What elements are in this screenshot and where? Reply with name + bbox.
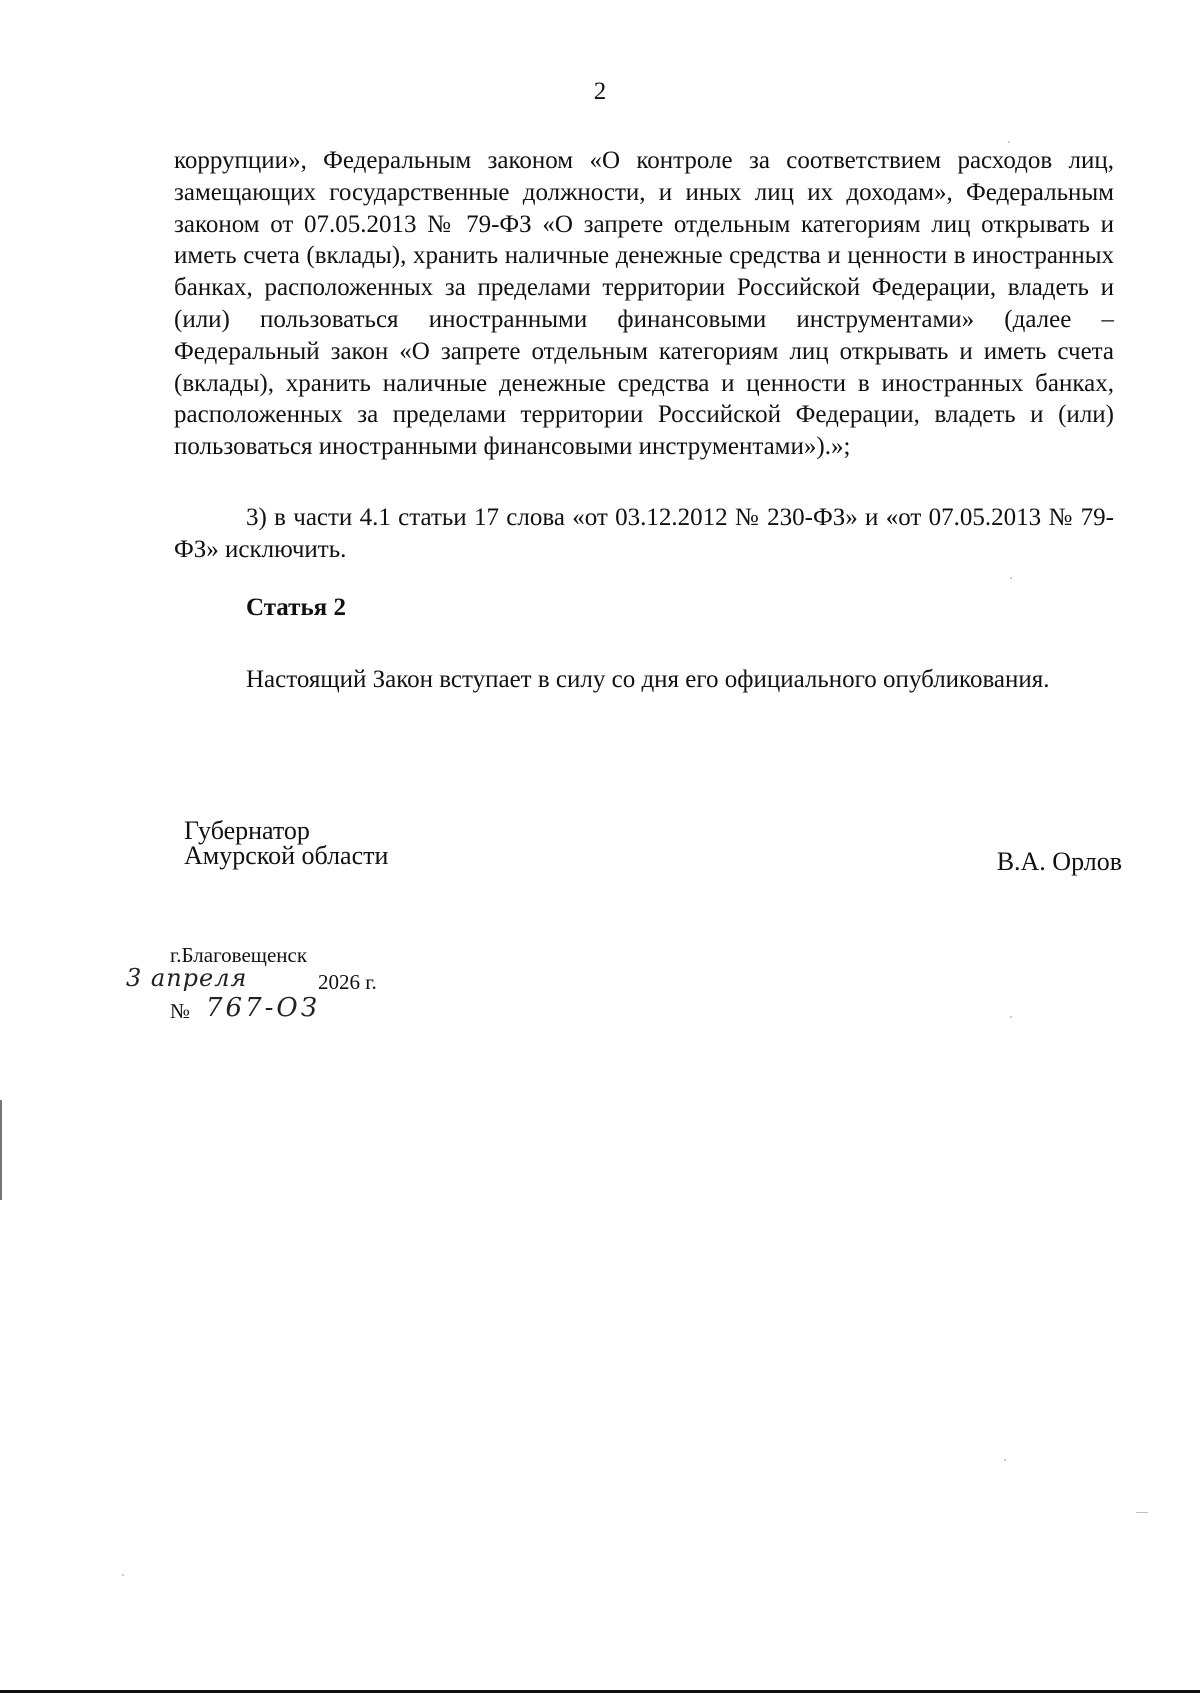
paragraph-article-2-text: Настоящий Закон вступает в силу со дня его официального опубликования. bbox=[246, 666, 1050, 693]
signature-position-title: Губернатор bbox=[184, 816, 310, 845]
paragraph-item-3-text: 3) в части 4.1 статьи 17 слова «от 03.12.2012 № 230-ФЗ» и «от 07.05.2013 № 79-ФЗ» исключить. bbox=[174, 504, 1114, 563]
number-sign: № bbox=[170, 999, 191, 1023]
number-line bbox=[170, 995, 470, 1029]
paragraph-continuation-text: коррупции», Федеральным законом «О контроле за соответствием расходов лиц, замещающих государственные должности, и иных лиц их доходам», Федеральным законом от 07.05.2013 № 79-ФЗ «О запрете отдельным категориям лиц открывать и иметь счета (вклады), хранить наличные денежные средства и ценности в иностранных банках, расположенных за пределами территории Российской Федерации, владеть и (или) пользоваться иностранными финансовыми инструментами» (далее – Федеральный закон «О запрете отдельным категориям лиц открывать и иметь счета (вклады), хранить наличные денежные средства и ценности в иностранных банках, расположенных за пределами территории Российской Федерации, владеть и (или) пользоваться иностранными финансовыми инструментами»).»; bbox=[174, 147, 1114, 461]
signature-position-region: Амурской области bbox=[184, 841, 389, 870]
paragraph-article-2 bbox=[174, 663, 1114, 696]
paragraph-item-3 bbox=[174, 502, 1114, 566]
scan-speck bbox=[1008, 141, 1010, 143]
scan-speck bbox=[1010, 1016, 1012, 1018]
page-number: 2 bbox=[593, 78, 607, 105]
handwritten-date: 3 апреля bbox=[126, 964, 248, 992]
scan-speck bbox=[1004, 1459, 1006, 1461]
signature-position bbox=[184, 818, 388, 868]
scan-edge-left bbox=[0, 1100, 2, 1200]
paragraph-continuation bbox=[174, 145, 1114, 463]
handwritten-law-number: 767-ОЗ bbox=[206, 993, 320, 1023]
place-of-signing: г.Благовещенск bbox=[170, 943, 308, 967]
scan-speck bbox=[1136, 1512, 1148, 1513]
article-heading: Статья 2 bbox=[246, 594, 346, 621]
signature-name: В.А. Орлов bbox=[996, 847, 1122, 876]
scan-speck bbox=[1010, 577, 1012, 579]
scan-speck bbox=[122, 1574, 124, 1576]
scan-edge-bottom bbox=[0, 1690, 1200, 1693]
year-text: 2026 г. bbox=[318, 970, 377, 994]
